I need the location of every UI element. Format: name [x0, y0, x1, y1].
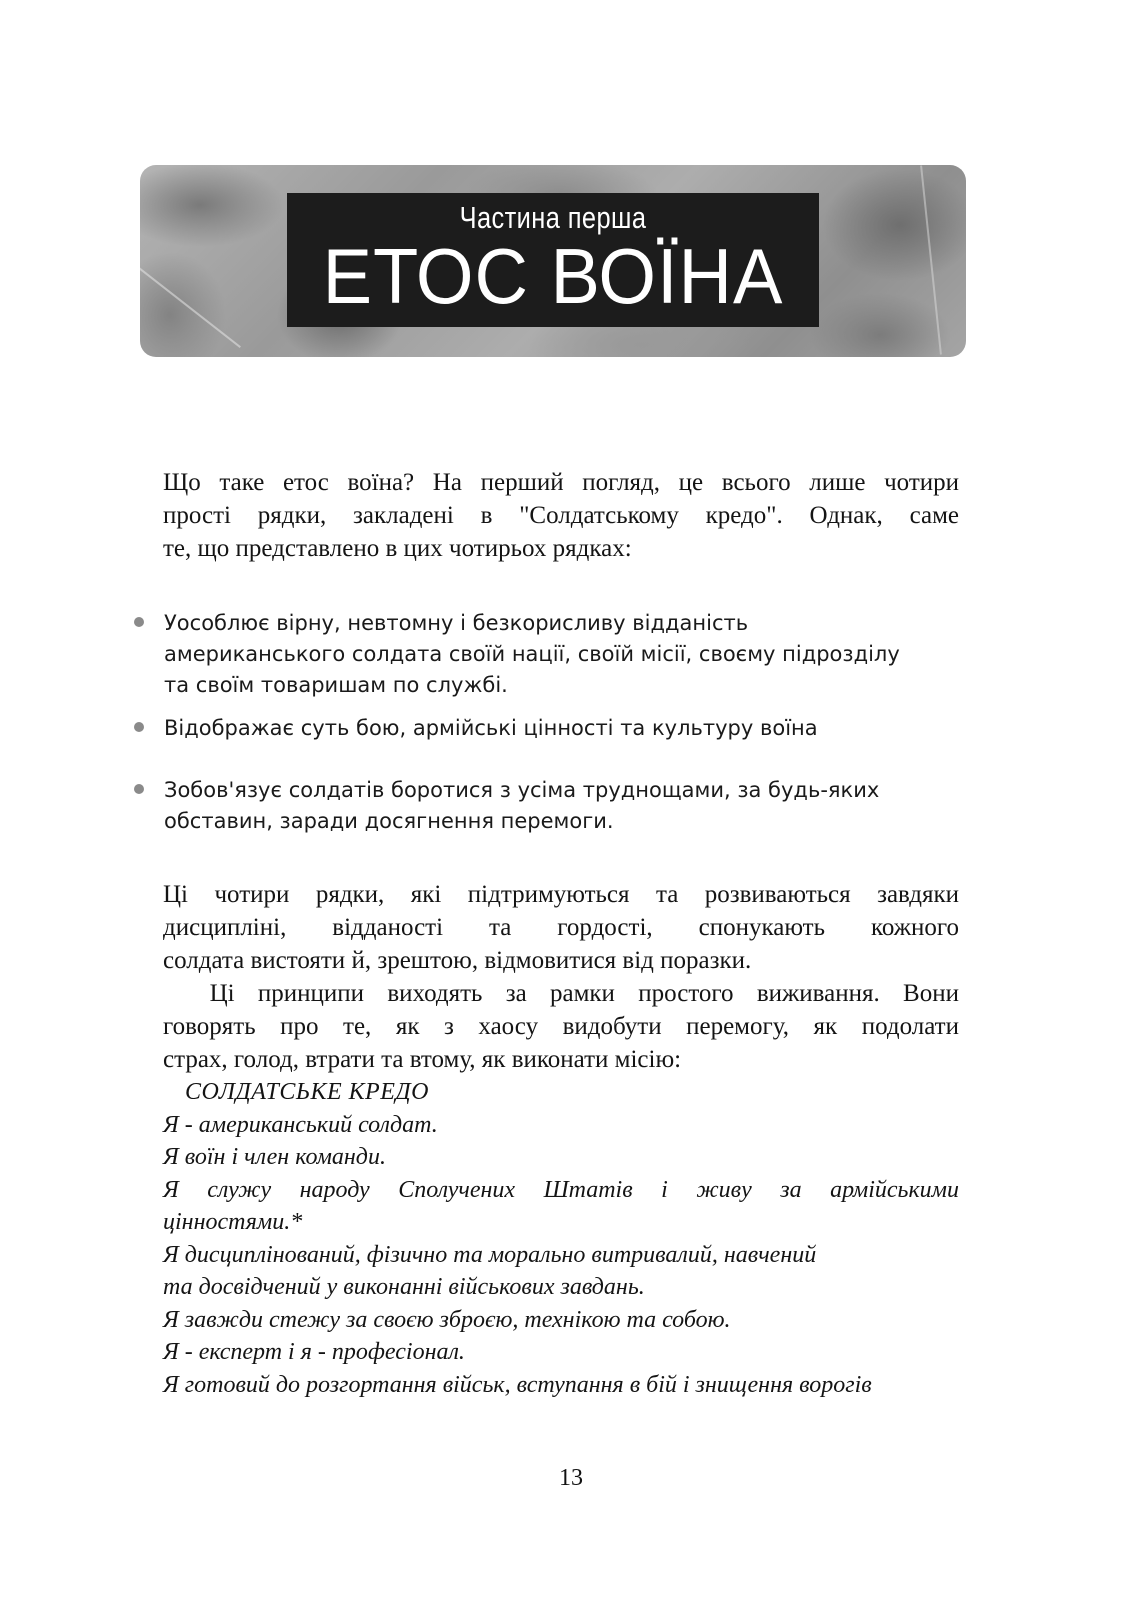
soldiers-creed: [163, 1076, 963, 1401]
creed-heading: СОЛДАТСЬКЕ КРЕДО: [185, 1079, 429, 1105]
bullet-item: [130, 713, 970, 744]
creed-line: Я служу народу Сполучених Штатів і живу за армійськими: [163, 1176, 959, 1203]
bullet-line: обставин, заради досягнення перемоги.: [164, 809, 614, 833]
intro-paragraph: [163, 466, 959, 565]
chapter-subtitle: Частина перша: [459, 200, 647, 235]
chapter-banner: [140, 165, 966, 357]
creed-line: Я воїн і член команди.: [163, 1144, 386, 1170]
bullet-line: та своїм товаришам по службі.: [164, 673, 508, 697]
intro-line: прості рядки, закладені в "Солдатському кредо". Однак, саме: [163, 502, 959, 529]
body-line: Ці принципи виходять за рамки простого виживання. Вони: [163, 980, 959, 1007]
body-line: говорять про те, як з хаосу видобути перемогу, як подолати: [163, 1013, 959, 1040]
creed-line: Я - експерт і я - професіонал.: [163, 1339, 465, 1365]
bullet-line: Відображає суть бою, армійські цінності та культуру воїна: [164, 716, 818, 740]
creed-line: Я - американський солдат.: [163, 1111, 438, 1138]
body-line: солдата вистояти й, зрештою, відмовитися від поразки.: [163, 947, 752, 974]
creed-line: Я завжди стежу за своєю зброєю, технікою та собою.: [163, 1306, 731, 1333]
chapter-title-box: [287, 193, 819, 327]
bullet-item: [130, 608, 970, 701]
bullet-line: Зобов'язує солдатів боротися з усіма труднощами, за будь-яких: [164, 778, 880, 802]
page-number: 13: [559, 1465, 583, 1491]
creed-line: Я готовий до розгортання військ, вступання в бій і знищення ворогів: [163, 1371, 872, 1398]
bullet-list: [130, 608, 970, 837]
body-paragraph-1: [163, 878, 959, 977]
creed-line: та досвідчений у виконанні військових завдань.: [163, 1274, 645, 1300]
bullet-dot-icon: [134, 722, 144, 732]
bullet-dot-icon: [134, 784, 144, 794]
bullet-dot-icon: [134, 617, 144, 627]
creed-line: цінностями.*: [163, 1209, 303, 1235]
bullet-line: Уособлює вірну, невтомну і безкорисливу відданість: [164, 611, 749, 635]
body-line: страх, голод, втрати та втому, як виконати місію:: [163, 1046, 682, 1073]
bullet-item: [130, 775, 970, 837]
intro-line: те, що представлено в цих чотирьох рядках:: [163, 535, 632, 562]
bullet-line: американського солдата своїй нації, своїй місії, своєму підрозділу: [164, 642, 900, 666]
creed-line: Я дисциплінований, фізично та морально витривалий, навчений: [163, 1241, 817, 1268]
chapter-title: ЕТОС ВОЇНА: [322, 232, 784, 320]
body-line: Ці чотири рядки, які підтримуються та розвиваються завдяки: [163, 881, 959, 908]
intro-line: Що таке етос воїна? На перший погляд, це всього лише чотири: [163, 469, 959, 496]
body-line: дисципліні, відданості та гордості, спонукають кожного: [163, 914, 959, 941]
body-paragraph-2: [163, 977, 959, 1076]
